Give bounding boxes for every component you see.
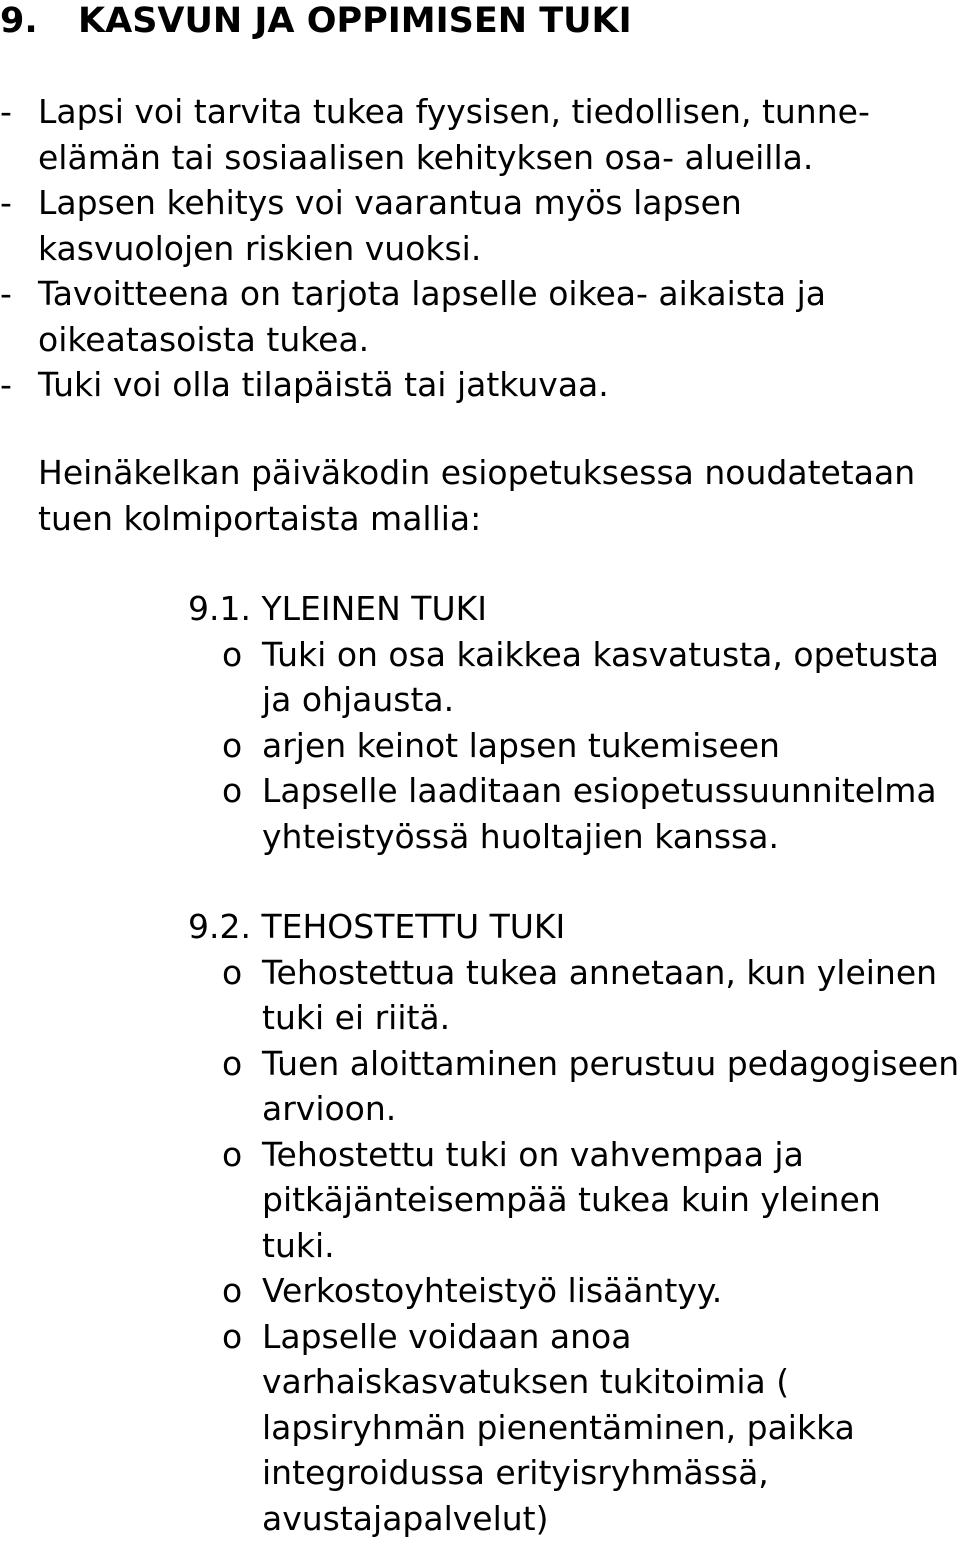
dash-marker: - — [0, 180, 12, 226]
intro-list — [0, 89, 938, 408]
section-title: 9.1. YLEINEN TUKI — [188, 586, 960, 632]
circle-bullet-icon: o — [222, 1132, 242, 1178]
bullet-list — [188, 632, 960, 860]
bullet-item — [188, 632, 960, 723]
section-intensified-support — [188, 904, 960, 1541]
bullet-item — [188, 1314, 960, 1541]
bullet-text: Tuen aloittaminen perustuu pedagogiseen arvioon. — [262, 1044, 959, 1129]
intro-item — [0, 362, 938, 408]
bullet-text: arjen keinot lapsen tukemiseen — [262, 726, 780, 765]
circle-bullet-icon: o — [222, 950, 242, 996]
intro-item-text: Tavoitteena on tarjota lapselle oikea- aikaista ja oikeatasoista tukea. — [38, 274, 826, 359]
circle-bullet-icon: o — [222, 768, 242, 814]
dash-marker: - — [0, 362, 12, 408]
intro-item-text: Lapsi voi tarvita tukea fyysisen, tiedollisen, tunne-elämän tai sosiaalisen kehityksen osa- alueilla. — [38, 92, 870, 177]
bullet-item — [188, 768, 960, 859]
intro-item-text: Lapsen kehitys voi vaarantua myös lapsen kasvuolojen riskien vuoksi. — [38, 183, 742, 268]
bullet-text: Verkostoyhteistyö lisääntyy. — [262, 1271, 722, 1310]
bullet-text: Lapselle voidaan anoa varhaiskasvatuksen tukitoimia ( lapsiryhmän pienentäminen, paikka integroidussa erityisryhmässä, avustajapalvelut) — [262, 1317, 855, 1538]
intro-item — [0, 180, 938, 271]
circle-bullet-icon: o — [222, 723, 242, 769]
circle-bullet-icon: o — [222, 1268, 242, 1314]
bullet-item — [188, 1268, 960, 1314]
bullet-text: Tehostettu tuki on vahvempaa ja pitkäjänteisempää tukea kuin yleinen tuki. — [262, 1135, 881, 1265]
bullet-text: Tehostettua tukea annetaan, kun yleinen tuki ei riitä. — [262, 953, 937, 1038]
section-title: 9.2. TEHOSTETTU TUKI — [188, 904, 960, 950]
chapter-heading — [0, 0, 632, 42]
dash-marker: - — [0, 271, 12, 317]
model-paragraph: Heinäkelkan päiväkodin esiopetuksessa noudatetaan tuen kolmiportaista mallia: — [38, 450, 938, 542]
bullet-text: Lapselle laaditaan esiopetussuunnitelma yhteistyössä huoltajien kanssa. — [262, 771, 937, 856]
dash-marker: - — [0, 89, 12, 135]
bullet-text: Tuki on osa kaikkea kasvatusta, opetusta ja ohjausta. — [262, 635, 939, 720]
intro-item — [0, 89, 938, 180]
circle-bullet-icon: o — [222, 1041, 242, 1087]
bullet-item — [188, 1041, 960, 1132]
circle-bullet-icon: o — [222, 1314, 242, 1360]
bullet-item — [188, 723, 960, 769]
chapter-title: KASVUN JA OPPIMISEN TUKI — [78, 1, 632, 41]
bullet-list — [188, 950, 960, 1541]
intro-item — [0, 271, 938, 362]
intro-item-text: Tuki voi olla tilapäistä tai jatkuvaa. — [38, 365, 609, 404]
section-general-support — [188, 586, 960, 859]
bullet-item — [188, 950, 960, 1041]
chapter-number: 9. — [0, 0, 78, 42]
circle-bullet-icon: o — [222, 632, 242, 678]
bullet-item — [188, 1132, 960, 1269]
